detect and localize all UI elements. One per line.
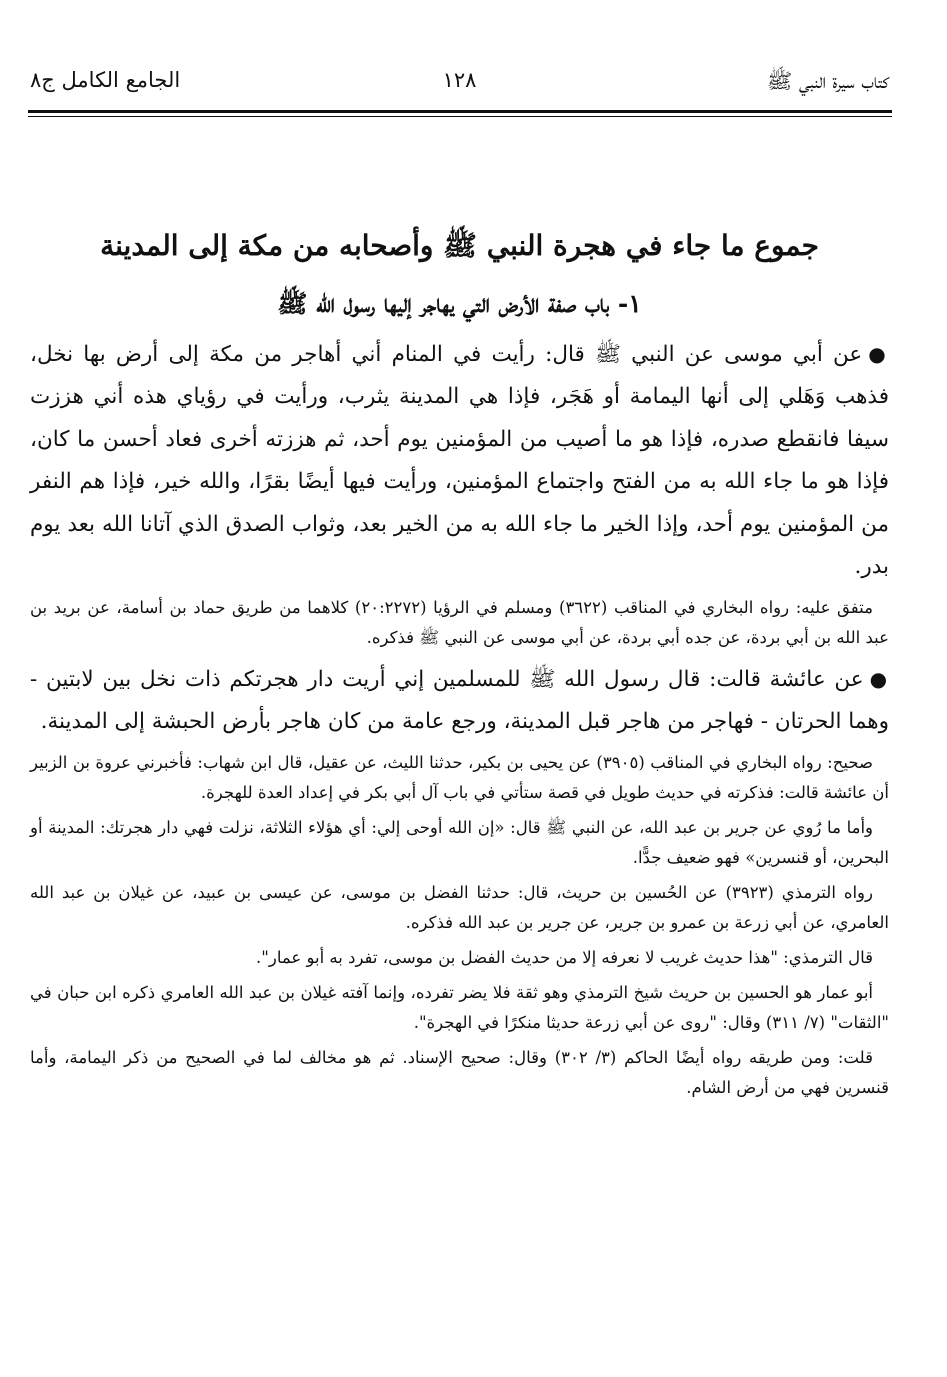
bullet-icon: ● <box>868 341 889 366</box>
hadith-paragraph <box>30 658 889 744</box>
commentary-note: قلت: ومن طريقه رواه أيضًا الحاكم (٣/ ٣٠٢) وقال: صحيح الإسناد. ثم هو مخالف لما في الصحيح من ذكر اليمامة، وأما قنسرين فهي من أرض الشام. <box>30 1047 889 1097</box>
hadith-text: عن أبي موسى عن النبي ﷺ قال: رأيت في المنام أني أهاجر من مكة إلى أرض بها نخل، فذهب وَهَلي إلى أنها اليمامة أو هَجَر، فإذا هي المدينة يثرب، ورأيت في رؤياي هذه أني هززت سيفا فانقطع صدره، فإذا هو ما أصيب من المؤمنين يوم أحد، ثم هززته أخرى فعاد أحسن ما كان، فإذا هو ما جاء الله به من الفتح واجتماع المؤمنين، ورأيت فيها أيضًا بقرًا، والله خير، فإذا هم النفر من المؤمنين يوم أحد، وإذا الخير ما جاء الله به من الخير بعد، وثواب الصدق الذي آتانا الله بعد يوم بدر. <box>30 341 889 580</box>
header-rule-thin <box>28 116 892 117</box>
page-body <box>30 228 889 1108</box>
header-book-title: كتاب سيرة النبي ﷺ <box>766 69 889 93</box>
commentary-note: وأما ما رُوي عن جرير بن عبد الله، عن النبي ﷺ قال: «إن الله أوحى إلي: أي هؤلاء الثلاثة، نزلت فهي دار هجرتك: المدينة أو البحرين، أو قنسرين» فهو ضعيف جدًّا. <box>30 817 889 867</box>
hadith-paragraph <box>30 333 889 589</box>
bullet-icon: ● <box>869 666 889 691</box>
page-number: ١٢٨ <box>442 68 477 92</box>
header-volume: الجامع الكامل ج٨ <box>30 68 181 92</box>
page-header <box>30 68 889 102</box>
chapter-heading: ١- باب صفة الأرض التي يهاجر إليها رسول الله ﷺ <box>277 289 642 319</box>
commentary-note: أبو عمار هو الحسين بن حريث شيخ الترمذي وهو ثقة فلا يضر تفرده، وإنما آفته غيلان بن عبد الله العامري ذكره ابن حبان في "الثقات" (٧/ ٣١١) وقال: "روى عن أبي زرعة حديثا منكرًا في الهجرة". <box>30 982 889 1032</box>
commentary-note: رواه الترمذي (٣٩٢٣) عن الحُسين بن حريث، قال: حدثنا الفضل بن موسى، عن عيسى بن عبيد، عن غيلان بن عبد الله العامري، عن أبي زرعة بن عمرو بن جرير، عن جرير بن عبد الله فذكره. <box>30 882 889 932</box>
hadith-text: عن عائشة قالت: قال رسول الله ﷺ للمسلمين إني أريت دار هجرتكم ذات نخل بين لابتين - وهما الحرتان - فهاجر من هاجر قبل المدينة، ورجع عامة من كان هاجر بأرض الحبشة إلى المدينة. <box>30 666 889 735</box>
takhrij-note: صحيح: رواه البخاري في المناقب (٣٩٠٥) عن يحيى بن بكير، حدثنا الليث، عن عقيل، قال ابن شهاب: فأخبرني عروة بن الزبير أن عائشة قالت: فذكرته في حديث طويل في قصة ستأتي في باب آل أبي بكر في إعداد العدة للهجرة. <box>30 752 889 802</box>
header-rule-thick <box>28 110 892 113</box>
takhrij-note: متفق عليه: رواه البخاري في المناقب (٣٦٢٢) ومسلم في الرؤيا (٢٠:٢٢٧٢) كلاهما من طريق حماد بن أسامة، عن بريد بن عبد الله بن أبي بردة، عن جده أبي بردة، عن أبي موسى عن النبي ﷺ فذكره. <box>30 597 889 647</box>
commentary-note: قال الترمذي: "هذا حديث غريب لا نعرفه إلا من حديث الفضل بن موسى، تفرد به أبو عمار". <box>256 947 873 967</box>
section-title: جموع ما جاء في هجرة النبي ﷺ وأصحابه من مكة إلى المدينة <box>100 229 819 262</box>
